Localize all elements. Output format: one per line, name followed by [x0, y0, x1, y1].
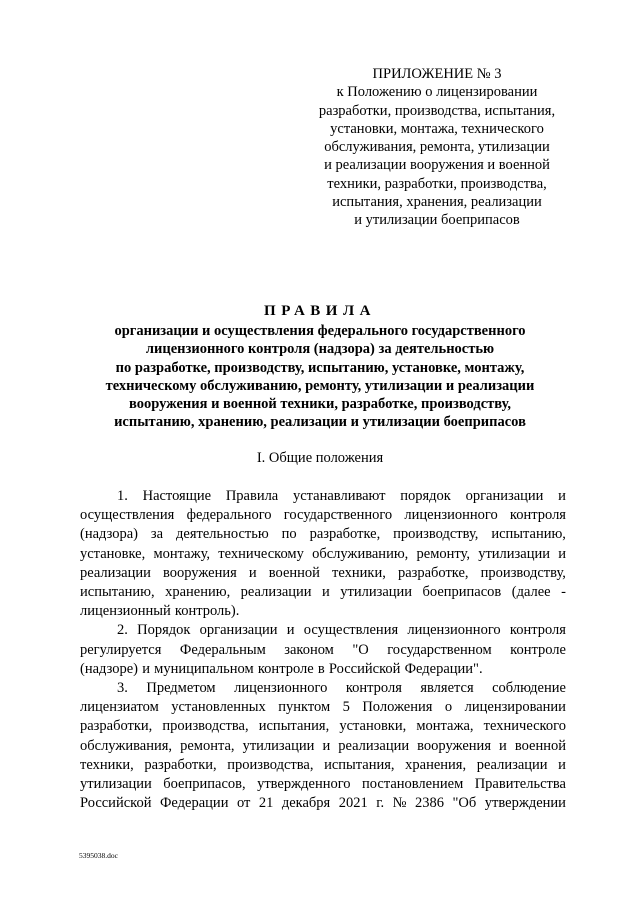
body-text	[80, 487, 566, 813]
body-line: лицензиатом установленных пунктом 5 Положения о лицензировании	[80, 699, 566, 716]
body-line: 3. Предметом лицензионного контроля является соблюдение	[117, 680, 566, 697]
subtitle-line: вооружения и военной техники, разработке, производству,	[128, 396, 512, 413]
body-line: (надзора) за деятельностью по разработке, производству, испытанию,	[80, 526, 566, 543]
appendix-line: и реализации вооружения и военной	[324, 157, 550, 174]
subtitle-line: организации и осуществления федерального государственного	[114, 323, 526, 339]
body-line: утилизации боеприпасов, утвержденного постановлением Правительства	[80, 776, 566, 793]
body-line: реализации вооружения и военной техники, разработке, производству,	[80, 564, 566, 581]
appendix-line: и утилизации боеприпасов	[354, 212, 520, 229]
section-heading: I. Общие положения	[256, 450, 384, 466]
subtitle-line: испытанию, хранению, реализации и утилизации боеприпасов	[114, 414, 526, 431]
appendix-line: техники, разработки, производства,	[327, 175, 547, 192]
body-line: установке, монтажу, техническому обслуживанию, ремонту, утилизации и	[80, 545, 566, 562]
document-title: ПРАВИЛА	[264, 303, 376, 319]
body-line: испытанию, хранению, реализации и утилизации боеприпасов (далее -	[80, 584, 566, 601]
subtitle-line: лицензионного контроля (надзора) за деятельностью	[145, 341, 495, 358]
body-line: лицензионный контроль).	[80, 603, 240, 620]
body-line: (надзоре) и муниципальном контроле в Российской Федерации".	[80, 660, 483, 677]
body-line: регулируется Федеральным законом "О государственном контроле	[80, 641, 566, 658]
file-name-footer: 5395038.doc	[79, 851, 118, 860]
appendix-line: обслуживания, ремонта, утилизации	[324, 139, 550, 156]
appendix-line: испытания, хранения, реализации	[332, 194, 542, 211]
subtitle-line: по разработке, производству, испытанию, установке, монтажу,	[115, 359, 525, 376]
appendix-line: установки, монтажа, технического	[330, 120, 544, 137]
appendix-header	[296, 65, 578, 230]
document-subtitle	[60, 322, 580, 432]
appendix-line: к Положению о лицензировании	[336, 84, 538, 101]
body-line: разработки, производства, испытания, установки, монтажа, технического	[80, 718, 566, 735]
body-line: обслуживания, ремонта, утилизации и реализации вооружения и военной	[80, 737, 566, 754]
subtitle-line: техническому обслуживанию, ремонту, утилизации и реализации	[105, 377, 535, 394]
appendix-line: ПРИЛОЖЕНИЕ № 3	[372, 66, 502, 82]
body-line: Российской Федерации от 21 декабря 2021 г. № 2386 "Об утверждении	[80, 795, 566, 812]
body-line: 1. Настоящие Правила устанавливают порядок организации и	[117, 488, 566, 504]
appendix-line: разработки, производства, испытания,	[318, 102, 556, 119]
body-line: 2. Порядок организации и осуществления лицензионного контроля	[117, 622, 566, 639]
body-line: техники, разработки, производства, испытания, хранения, реализации и	[80, 756, 566, 773]
body-line: осуществления федерального государственного лицензионного контроля	[80, 507, 566, 524]
